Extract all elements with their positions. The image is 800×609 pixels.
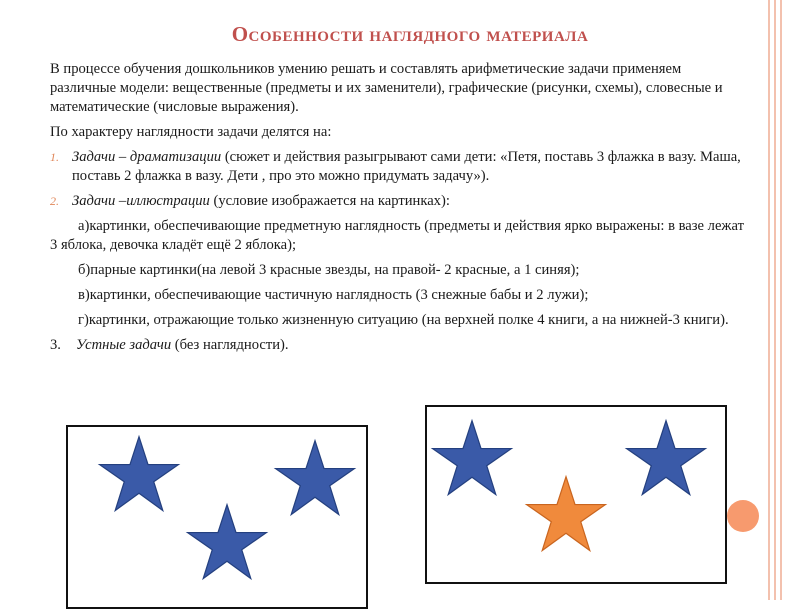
list-number: 1. — [50, 150, 59, 164]
subitem-c: в)картинки, обеспечивающие частичную наглядность (3 снежные бабы и 2 лужи); — [78, 287, 589, 303]
list-item-dramatization — [50, 148, 750, 186]
subitem-a: а)картинки, обеспечивающие предметную наглядность (предметы и действия ярко выражены: в вазе лежат 3 яблока, девочка кладёт ещё 2 яблока); — [50, 218, 744, 253]
decorative-orange-circle — [727, 500, 759, 532]
item-term: Устные задачи — [76, 337, 172, 353]
star-icon — [625, 419, 707, 497]
star-icon — [274, 439, 356, 517]
list-item-illustration — [50, 192, 750, 211]
star-icon — [98, 435, 180, 513]
subitem-d: г)картинки, отражающие только жизненную ситуацию (на верхней полке 4 книги, а на нижней-3 книги). — [78, 312, 729, 328]
classification-paragraph: По характеру наглядности задачи делятся на: — [50, 124, 332, 140]
decorative-edge-lines — [768, 0, 782, 600]
star-icon — [431, 419, 513, 497]
list-number: 3. — [50, 337, 61, 353]
right-picture-frame — [425, 405, 727, 584]
item-text: (без наглядности). — [171, 337, 289, 353]
list-item-oral — [50, 336, 750, 355]
item-term: Задачи –иллюстрации — [72, 193, 210, 209]
item-text: (условие изображается на картинках): — [209, 193, 450, 209]
page-title: Особенности наглядного материала — [231, 22, 589, 46]
item-term: Задачи – драматизации — [72, 149, 222, 165]
subitem-b: б)парные картинки(на левой 3 красные звезды, на правой- 2 красные, а 1 синяя); — [78, 262, 580, 278]
intro-paragraph: В процессе обучения дошкольников умению решать и составлять арифметические задачи применяем различные модели: вещественные (предметы и их заменители), графические (рисунки, схемы), словесные и математические (числовые выражения). — [50, 61, 723, 115]
star-icon — [186, 503, 268, 581]
item-text: (сюжет и действия разыгрывают сами дети: «Петя, поставь 3 флажка в вазу. Маша, поставь 2 флажка в вазу. Дети , про это можно придумать задачу»). — [72, 149, 741, 184]
star-icon — [525, 475, 607, 553]
left-picture-frame — [66, 425, 368, 609]
slide-content — [50, 60, 750, 355]
list-number: 2. — [50, 194, 59, 208]
